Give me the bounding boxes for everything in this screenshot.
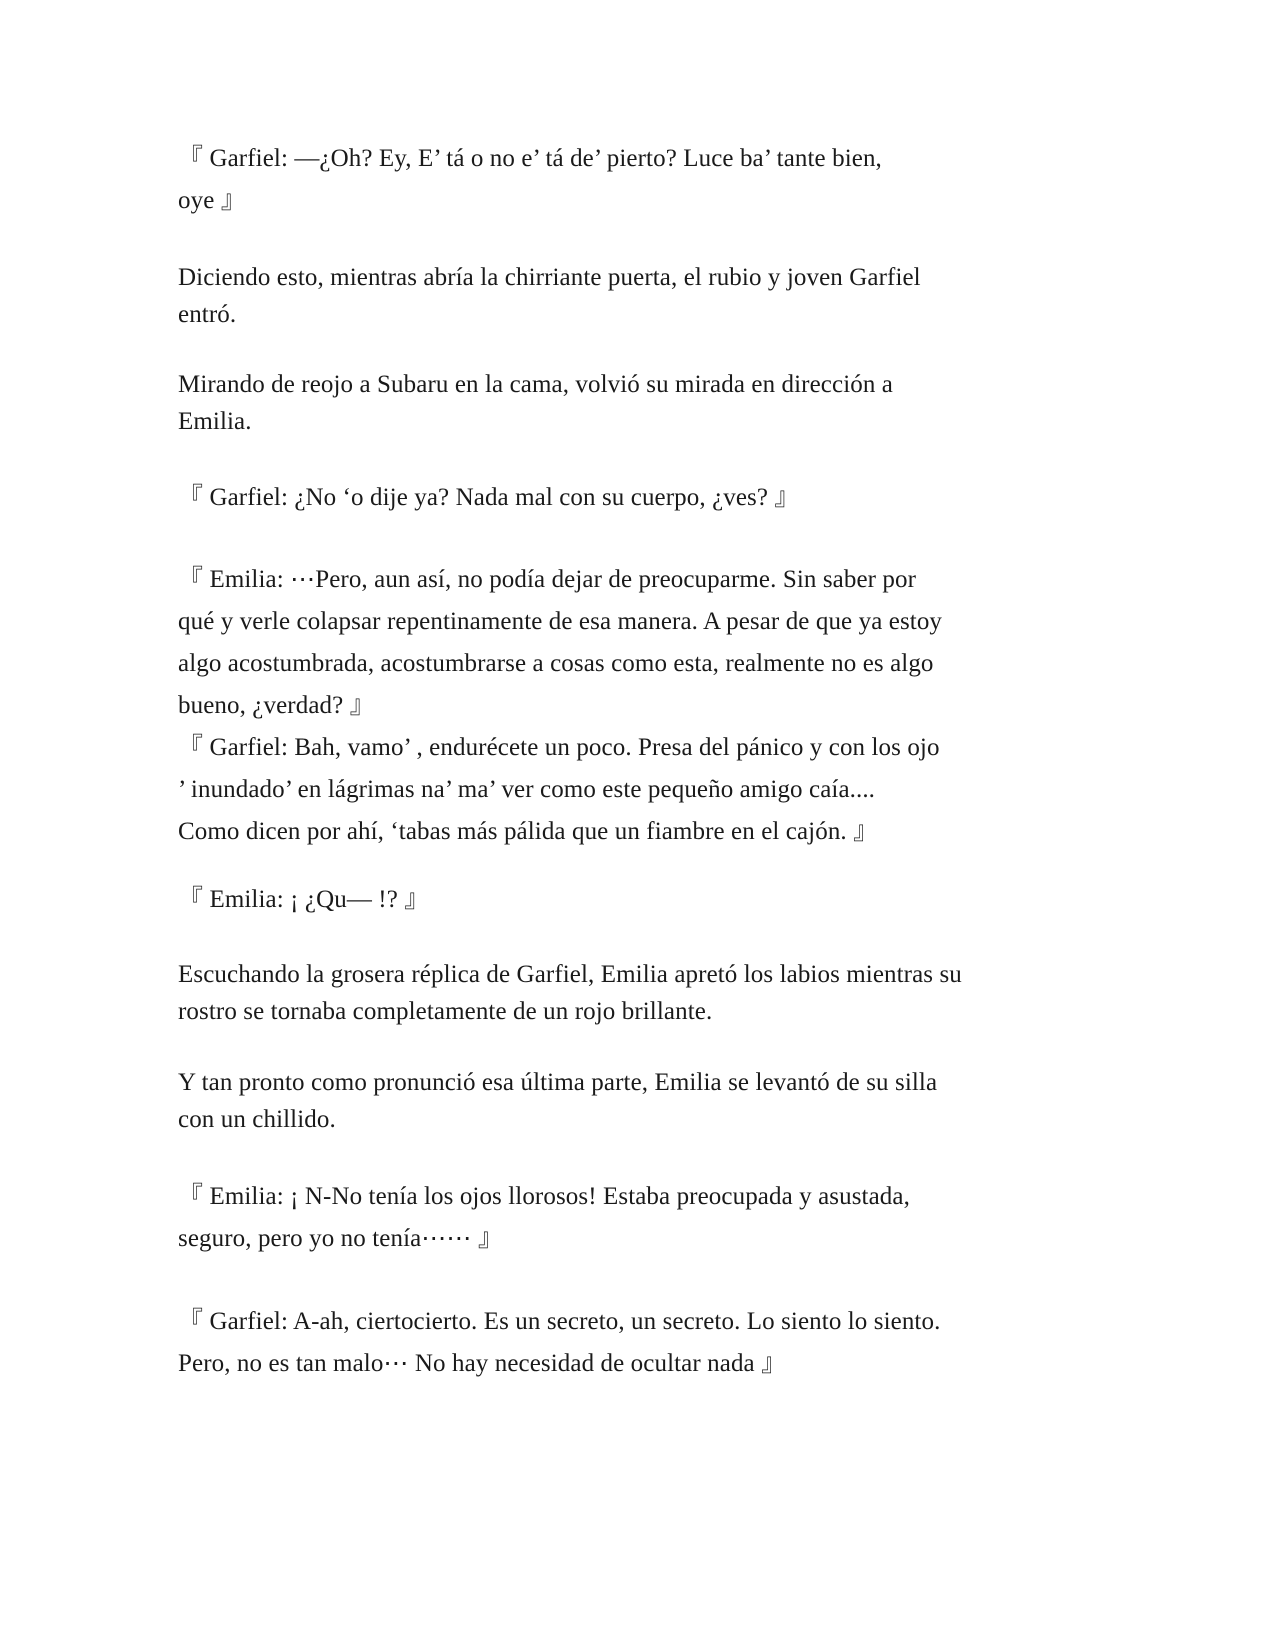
text-line: con un chillido. bbox=[178, 1106, 336, 1133]
text-line: oye 』 bbox=[178, 187, 246, 214]
text-line: ’ inundado’ en lágrimas na’ ma’ ver como este pequeño amigo caía.... bbox=[178, 776, 876, 803]
text-line: 『 Garfiel: —¿Oh? Ey, E’ tá o no e’ tá de’ pierto? Luce ba’ tante bien, bbox=[178, 145, 882, 172]
text-line: rostro se tornaba completamente de un rojo brillante. bbox=[178, 998, 713, 1025]
paragraph-garfiel-enters bbox=[178, 259, 1098, 333]
text-line: 『 Garfiel: A-ah, ciertocierto. Es un secreto, un secreto. Lo siento lo siento. bbox=[178, 1308, 941, 1335]
text-line: Emilia. bbox=[178, 408, 252, 435]
text-line: seguro, pero yo no tenía⋯⋯ 』 bbox=[178, 1225, 503, 1252]
text-line: Y tan pronto como pronunció esa última parte, Emilia se levantó de su silla bbox=[178, 1069, 938, 1096]
paragraph-glance-at-subaru bbox=[178, 366, 1098, 440]
text-line: 『 Emilia: ¡ N-No tenía los ojos llorosos! Estaba preocupada y asustada, bbox=[178, 1183, 910, 1210]
paragraph-emilia-denial bbox=[178, 1176, 1098, 1260]
text-line: Diciendo esto, mientras abría la chirriante puerta, el rubio y joven Garfiel bbox=[178, 264, 921, 291]
text-line: entró. bbox=[178, 301, 237, 328]
paragraph-garfiel-greeting bbox=[178, 138, 1098, 222]
text-line: 『 Emilia: ⋯Pero, aun así, no podía dejar de preocuparme. Sin saber por bbox=[178, 566, 917, 593]
paragraph-emilia-worry bbox=[178, 559, 1098, 853]
text-line: 『 Emilia: ¡ ¿Qu— !? 』 bbox=[178, 886, 430, 913]
paragraph-emilia-stands bbox=[178, 1064, 1098, 1138]
paragraph-emilia-exclaim bbox=[178, 879, 1098, 921]
text-line: 『 Garfiel: ¿No ‘o dije ya? Nada mal con su cuerpo, ¿ves? 』 bbox=[178, 484, 800, 511]
text-line: qué y verle colapsar repentinamente de esa manera. A pesar de que ya estoy bbox=[178, 608, 943, 635]
paragraph-garfiel-body bbox=[178, 477, 1098, 519]
text-line: Pero, no es tan malo⋯ No hay necesidad de ocultar nada 』 bbox=[178, 1350, 787, 1377]
text-line: Como dicen por ahí, ‘tabas más pálida que un fiambre en el cajón. 』 bbox=[178, 818, 879, 845]
text-line: Escuchando la grosera réplica de Garfiel, Emilia apretó los labios mientras su bbox=[178, 961, 962, 988]
text-line: bueno, ¿verdad? 』 bbox=[178, 692, 375, 719]
paragraph-emilia-blush bbox=[178, 956, 1098, 1030]
text-line: 『 Garfiel: Bah, vamo’ , endurécete un poco. Presa del pánico y con los ojo bbox=[178, 734, 940, 761]
text-line: algo acostumbrada, acostumbrarse a cosas como esta, realmente no es algo bbox=[178, 650, 934, 677]
paragraph-garfiel-apology bbox=[178, 1301, 1098, 1385]
text-line: Mirando de reojo a Subaru en la cama, volvió su mirada en dirección a bbox=[178, 371, 893, 398]
